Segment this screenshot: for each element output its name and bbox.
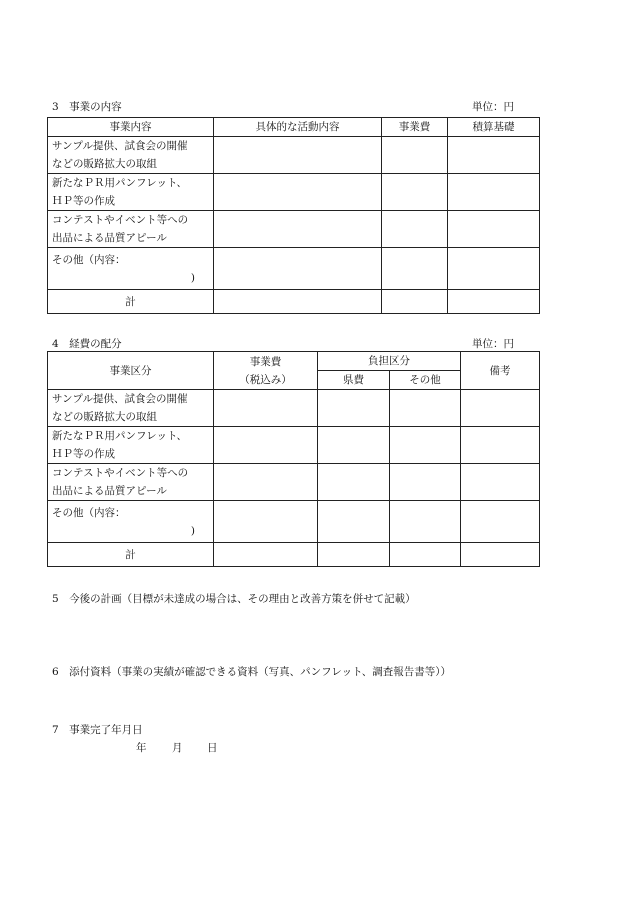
total-label: 計 — [48, 290, 214, 314]
note-cell[interactable] — [461, 464, 540, 501]
other-cell[interactable] — [390, 501, 461, 543]
activity-cell[interactable] — [214, 211, 382, 248]
col-header-content: 事業内容 — [48, 118, 214, 137]
table-row — [48, 464, 540, 501]
other-cell[interactable] — [390, 427, 461, 464]
col-header-cost: 事業費 — [382, 118, 448, 137]
pref-cell[interactable] — [318, 464, 390, 501]
section-3-unit: 単位：円 — [472, 101, 514, 113]
col-header-pref: 県費 — [318, 371, 390, 390]
table-row — [48, 390, 540, 427]
basis-cell[interactable] — [448, 290, 540, 314]
date-day: 日 — [207, 742, 218, 754]
cost-cell[interactable] — [214, 390, 318, 427]
row-label: 新たなＰＲ用パンフレット、 ＨＰ等の作成 — [48, 174, 214, 211]
activity-cell[interactable] — [214, 248, 382, 290]
total-row — [48, 543, 540, 567]
col-header-note: 備考 — [461, 352, 540, 390]
cost-cell[interactable] — [382, 174, 448, 211]
section-4-unit: 単位：円 — [472, 338, 514, 350]
note-cell[interactable] — [461, 543, 540, 567]
row-label: コンテストやイベント等への 出品による品質アピール — [48, 211, 214, 248]
section-4-title: 4 経費の配分 — [52, 338, 122, 350]
note-cell[interactable] — [461, 501, 540, 543]
date-month: 月 — [172, 742, 183, 754]
col-header-activity: 具体的な活動内容 — [214, 118, 382, 137]
activity-cell[interactable] — [214, 290, 382, 314]
cost-cell[interactable] — [214, 464, 318, 501]
basis-cell[interactable] — [448, 211, 540, 248]
pref-cell[interactable] — [318, 543, 390, 567]
section-5-title: 5 今後の計画（目標が未達成の場合は、その理由と改善方策を併せて記載） — [52, 593, 416, 605]
col-header-cost: 事業費 （税込み） — [214, 352, 318, 390]
table-row — [48, 174, 540, 211]
table-row — [48, 427, 540, 464]
basis-cell[interactable] — [448, 248, 540, 290]
other-cell[interactable] — [390, 390, 461, 427]
row-label: 新たなＰＲ用パンフレット、 ＨＰ等の作成 — [48, 427, 214, 464]
budget-table-header — [48, 352, 540, 371]
activity-cell[interactable] — [214, 137, 382, 174]
cost-cell[interactable] — [382, 248, 448, 290]
budget-table — [47, 351, 540, 567]
row-label: コンテストやイベント等への 出品による品質アピール — [48, 464, 214, 501]
cost-cell[interactable] — [382, 290, 448, 314]
basis-cell[interactable] — [448, 174, 540, 211]
activity-table — [47, 117, 540, 314]
row-label: サンプル提供、試食会の開催 などの販路拡大の取組 — [48, 390, 214, 427]
row-label: その他（内容： ) — [48, 248, 214, 290]
pref-cell[interactable] — [318, 390, 390, 427]
cost-cell[interactable] — [214, 543, 318, 567]
total-label: 計 — [48, 543, 214, 567]
pref-cell[interactable] — [318, 501, 390, 543]
table-row — [48, 501, 540, 543]
col-header-burden: 負担区分 — [318, 352, 461, 371]
pref-cell[interactable] — [318, 427, 390, 464]
date-year: 年 — [136, 742, 147, 754]
section-6-title: 6 添付資料（事業の実績が確認できる資料（写真、パンフレット、調査報告書等）） — [52, 666, 451, 678]
table-row — [48, 137, 540, 174]
note-cell[interactable] — [461, 427, 540, 464]
note-cell[interactable] — [461, 390, 540, 427]
cost-cell[interactable] — [382, 211, 448, 248]
activity-table-header — [48, 118, 540, 137]
table-row — [48, 211, 540, 248]
other-cell[interactable] — [390, 543, 461, 567]
section-3-title: 3 事業の内容 — [52, 101, 122, 113]
row-label: サンプル提供、試食会の開催 などの販路拡大の取組 — [48, 137, 214, 174]
section-7-title: 7 事業完了年月日 — [52, 724, 143, 736]
other-cell[interactable] — [390, 464, 461, 501]
col-header-basis: 積算基礎 — [448, 118, 540, 137]
col-header-category: 事業区分 — [48, 352, 214, 390]
table-row — [48, 248, 540, 290]
activity-cell[interactable] — [214, 174, 382, 211]
basis-cell[interactable] — [448, 137, 540, 174]
cost-cell[interactable] — [214, 501, 318, 543]
row-label: その他（内容： ) — [48, 501, 214, 543]
col-header-other: その他 — [390, 371, 461, 390]
cost-cell[interactable] — [214, 427, 318, 464]
cost-cell[interactable] — [382, 137, 448, 174]
total-row — [48, 290, 540, 314]
